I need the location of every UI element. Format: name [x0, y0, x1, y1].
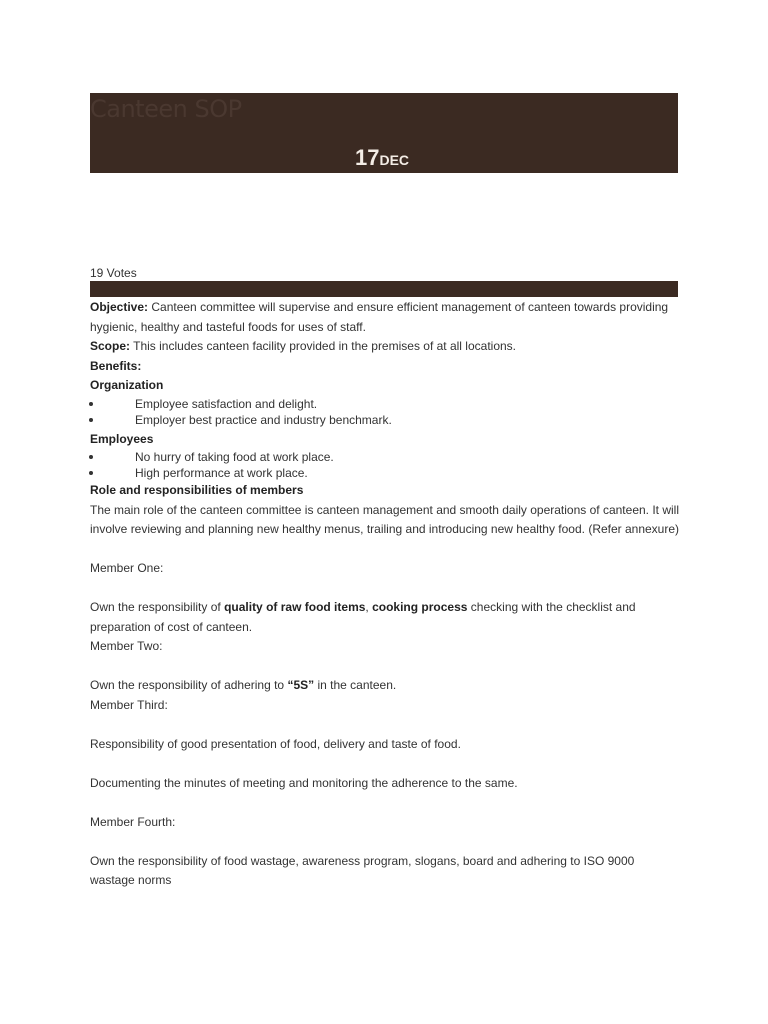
organization-heading: Organization: [90, 378, 164, 392]
objective-label: Objective:: [90, 300, 149, 314]
page-title: Canteen SOP: [90, 95, 242, 123]
employees-heading: Employees: [90, 431, 154, 446]
member-one-bold-a: quality of raw food items: [224, 600, 366, 614]
list-item: No hurry of taking food at work place.: [90, 449, 680, 465]
scope-text: This includes canteen facility provided in the premises of at all locations.: [130, 339, 516, 353]
list-item: Employee satisfaction and delight.: [90, 396, 680, 412]
scope-label: Scope:: [90, 339, 131, 353]
member-one-label: Member One:: [90, 561, 164, 575]
roles-heading: Role and responsibilities of members: [90, 483, 304, 497]
member-third-label: Member Third:: [90, 697, 168, 712]
member-two-text: [90, 676, 680, 696]
vote-count: 19 Votes: [90, 266, 137, 280]
date-day: 17: [355, 145, 380, 170]
roles-intro: The main role of the canteen committee is canteen management and smooth daily operations of canteen. It will involve reviewing and planning new healthy menus, trailing and introducing new healthy food. (Refer annexure): [90, 502, 680, 536]
date-month: DEC: [379, 152, 410, 168]
member-one-bold-b: cooking process: [372, 600, 468, 614]
organization-list: [90, 396, 680, 428]
list-item: High performance at work place.: [90, 465, 680, 481]
member-fourth-text: Own the responsibility of food wastage, awareness program, slogans, board and adhering to ISO 9000 wastage norms: [90, 853, 635, 887]
header-banner: [90, 93, 678, 173]
member-third-text-1: Responsibility of good presentation of food, delivery and taste of food.: [90, 736, 461, 751]
document-body: [90, 298, 680, 891]
employees-list: [90, 449, 680, 481]
member-fourth-label: Member Fourth:: [90, 814, 176, 829]
objective-paragraph: [90, 298, 680, 337]
member-two-text-a: Own the responsibility of adhering to: [90, 678, 288, 692]
list-item: Employer best practice and industry benchmark.: [90, 412, 680, 428]
member-two-bold-a: “5S”: [287, 678, 315, 692]
member-third-text-2: Documenting the minutes of meeting and monitoring the adherence to the same.: [90, 775, 518, 790]
member-two-text-b: in the canteen.: [314, 678, 397, 692]
benefits-heading: Benefits:: [90, 358, 142, 373]
member-one-text-a: Own the responsibility of: [90, 600, 225, 614]
member-two-label: Member Two:: [90, 639, 163, 653]
votes-divider-bar: [90, 281, 678, 297]
objective-text: Canteen committee will supervise and ensure efficient management of canteen towards providing hygienic, healthy and tasteful foods for uses of staff.: [90, 300, 669, 334]
member-one-text-c: checking with the checklist and preparation of cost of canteen.: [90, 600, 636, 634]
date-badge: [355, 145, 409, 171]
member-one-text: [90, 598, 680, 637]
member-one-text-b: ,: [365, 600, 373, 614]
scope-paragraph: [90, 337, 680, 357]
